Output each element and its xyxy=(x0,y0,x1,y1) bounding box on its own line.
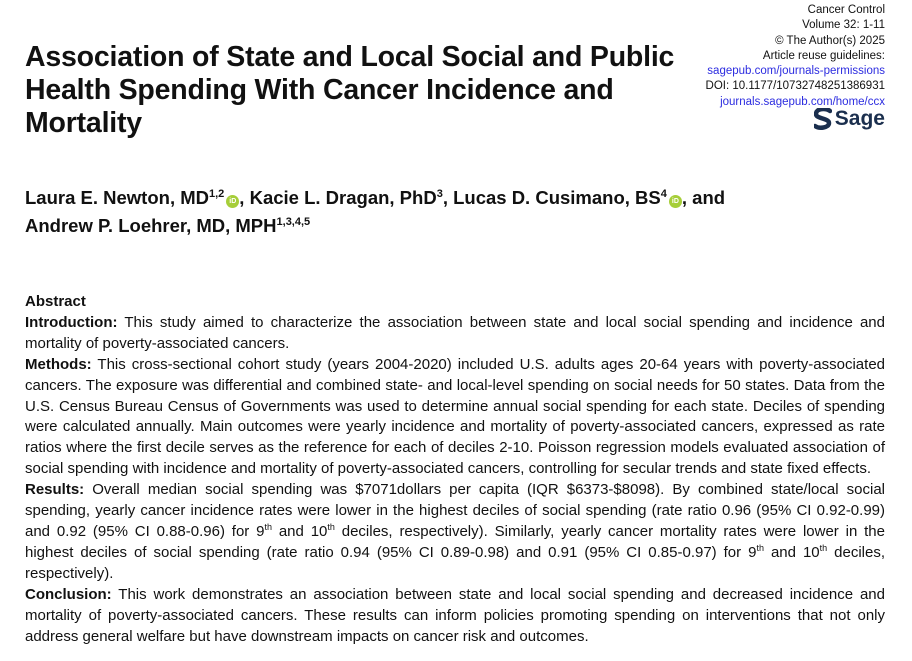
journal-home-link[interactable]: journals.sagepub.com/home/ccx xyxy=(720,95,885,108)
author: Kacie L. Dragan, PhD$^3$, xyxy=(249,187,454,209)
journal-name: Cancer Control xyxy=(807,4,885,16)
abstract-introduction: Introduction: This study aimed to characterize the association between state and local social spending and incidence and mortality of poverty-associated cancers. xyxy=(25,313,885,352)
reuse-link[interactable]: sagepub.com/journals-permissions xyxy=(707,65,885,78)
abstract xyxy=(25,292,885,647)
orcid-icon[interactable]: iD xyxy=(669,195,682,208)
journal-meta xyxy=(706,3,885,110)
author: Laura E. Newton, MD$^{1,2}$iD , xyxy=(25,187,250,209)
publisher-name: Sage xyxy=(834,107,885,130)
abstract-conclusion: Conclusion: This work demonstrates an association between state and local social spending and decreased incidence and mortality of poverty-associated cancers. These results can inform policies promoting spending on interventions that not only address general welfare but have downstream impacts on cancer risk and outcomes. xyxy=(25,585,885,645)
abstract-heading: Abstract xyxy=(25,293,86,310)
doi: DOI: 10.1177/10732748251386931 xyxy=(705,80,885,93)
author-list xyxy=(25,182,905,238)
abstract-methods: Methods: This cross-sectional cohort study (years 2004-2020) included U.S. adults ages 20-64 years with poverty-associated cancers. The exposure was differential and combined state- and local-level spending on social needs for 50 states. Data from the U.S. Census Bureau Census of Governments was used to determine annual social spending for each state. Deciles of spending were calculated annually. Main outcomes were yearly incidence and mortality of poverty-associated cancers, expressed as rate ratios where the first decile serves as the reference for each of deciles 2-10. Poisson regression models evaluated association of social spending with incidence and mortality of poverty-associated cancers, controlling for secular trends and state fixed effects. xyxy=(25,355,885,478)
article-title: Association of State and Local Social and Public Health Spending With Cancer Incidence and Mortality xyxy=(25,41,675,140)
copyright: © The Author(s) 2025 xyxy=(775,34,885,47)
journal-volume: Volume 32: 1-11 xyxy=(802,19,885,32)
author: Lucas D. Cusimano, $BS^4iD$ , and xyxy=(453,187,726,209)
sage-s-icon xyxy=(814,108,832,130)
reuse-label: Article reuse guidelines: xyxy=(762,49,885,62)
orcid-icon[interactable]: iD xyxy=(226,195,239,208)
sage-logo xyxy=(814,107,885,131)
author: Andrew P. Loehrer, MD, MPH$^{1,3,4,5}$ xyxy=(25,215,311,237)
abstract-results: Results: Overall median social spending was $7071dollars per capita (IQR $6373-$8098). By combined state/local social spending, yearly cancer incidence rates were lower in the highest deciles of social spending (rate ratio 0.96 (95% CI 0.92-0.99) and 0.92 (95% CI 0.88-0.96) for 9th and 10th deciles, respectively). Similarly, yearly cancer mortality rates were lower in the highest deciles of social spending (rate ratio 0.94 (95% CI 0.89-0.98) and 0.91 (95% CI 0.85-0.97) for 9th and 10th deciles, respectively). xyxy=(25,481,886,582)
